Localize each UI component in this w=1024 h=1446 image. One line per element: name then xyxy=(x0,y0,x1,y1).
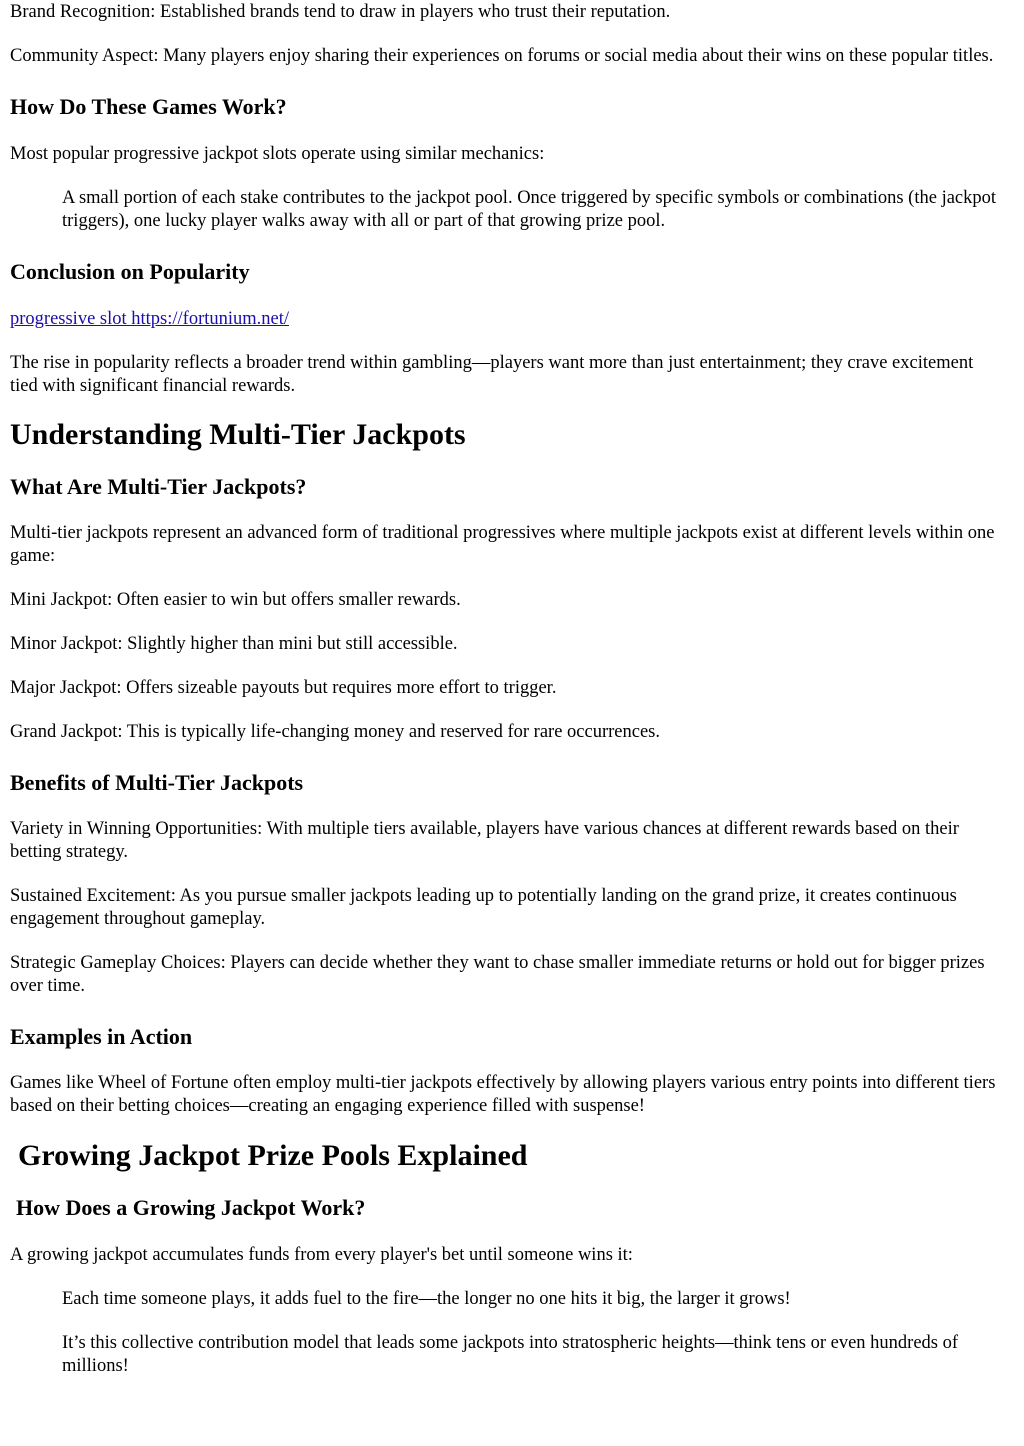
examples-heading: Examples in Action xyxy=(10,1024,193,1049)
growing-how-heading: How Does a Growing Jackpot Work? xyxy=(16,1195,366,1220)
progressive-slot-link[interactable]: progressive slot https://fortunium.net/ xyxy=(10,309,290,329)
benefits-heading: Benefits of Multi-Tier Jackpots xyxy=(10,770,304,795)
growing-quote-1: Each time someone plays, it adds fuel to the fire—the longer no one hits it big, the larger it grows! xyxy=(62,1289,791,1309)
multi-tier-intro: Multi-tier jackpots represent an advanced form of traditional progressives where multiple jackpots exist at different levels within one game: xyxy=(10,523,995,566)
multi-tier-title: Understanding Multi-Tier Jackpots xyxy=(10,418,466,451)
benefit-item: Sustained Excitement: As you pursue smaller jackpots leading up to potentially landing on the grand prize, it creates continuous engagement throughout gameplay. xyxy=(10,886,957,929)
tier-item: Minor Jackpot: Slightly higher than mini but still accessible. xyxy=(10,634,458,654)
tier-item: Mini Jackpot: Often easier to win but offers smaller rewards. xyxy=(10,590,461,610)
community-aspect-paragraph: Community Aspect: Many players enjoy sharing their experiences on forums or social media about their wins on these popular titles. xyxy=(10,46,994,66)
examples-paragraph: Games like Wheel of Fortune often employ multi-tier jackpots effectively by allowing players various entry points into different tiers based on their betting choices—creating an engaging experience filled with suspense! xyxy=(10,1073,996,1116)
how-work-quote: A small portion of each stake contributes to the jackpot pool. Once triggered by specific symbols or combinations (the jackpot triggers), one lucky player walks away with all or part of that growing prize pool. xyxy=(62,188,997,231)
growing-title: Growing Jackpot Prize Pools Explained xyxy=(18,1139,528,1172)
what-multi-tier-heading: What Are Multi-Tier Jackpots? xyxy=(10,474,307,499)
link-paragraph xyxy=(10,308,1005,331)
article xyxy=(10,0,1005,1378)
conclusion-heading: Conclusion on Popularity xyxy=(10,259,250,284)
growing-intro: A growing jackpot accumulates funds from every player's bet until someone wins it: xyxy=(10,1245,633,1265)
brand-recognition-paragraph: Brand Recognition: Established brands tend to draw in players who trust their reputation. xyxy=(10,2,671,22)
benefit-item: Strategic Gameplay Choices: Players can decide whether they want to chase smaller immediate returns or hold out for bigger prizes over time. xyxy=(10,953,985,996)
how-work-heading: How Do These Games Work? xyxy=(10,94,287,119)
benefit-item: Variety in Winning Opportunities: With multiple tiers available, players have various chances at different rewards based on their betting strategy. xyxy=(10,819,959,862)
how-work-intro: Most popular progressive jackpot slots operate using similar mechanics: xyxy=(10,144,545,164)
growing-quote-2: It’s this collective contribution model that leads some jackpots into stratospheric heights—think tens or even hundreds of millions! xyxy=(62,1333,959,1376)
tier-item: Major Jackpot: Offers sizeable payouts but requires more effort to trigger. xyxy=(10,678,557,698)
conclusion-paragraph: The rise in popularity reflects a broader trend within gambling—players want more than just entertainment; they crave excitement tied with significant financial rewards. xyxy=(10,353,974,396)
tier-item: Grand Jackpot: This is typically life-changing money and reserved for rare occurrences. xyxy=(10,722,660,742)
